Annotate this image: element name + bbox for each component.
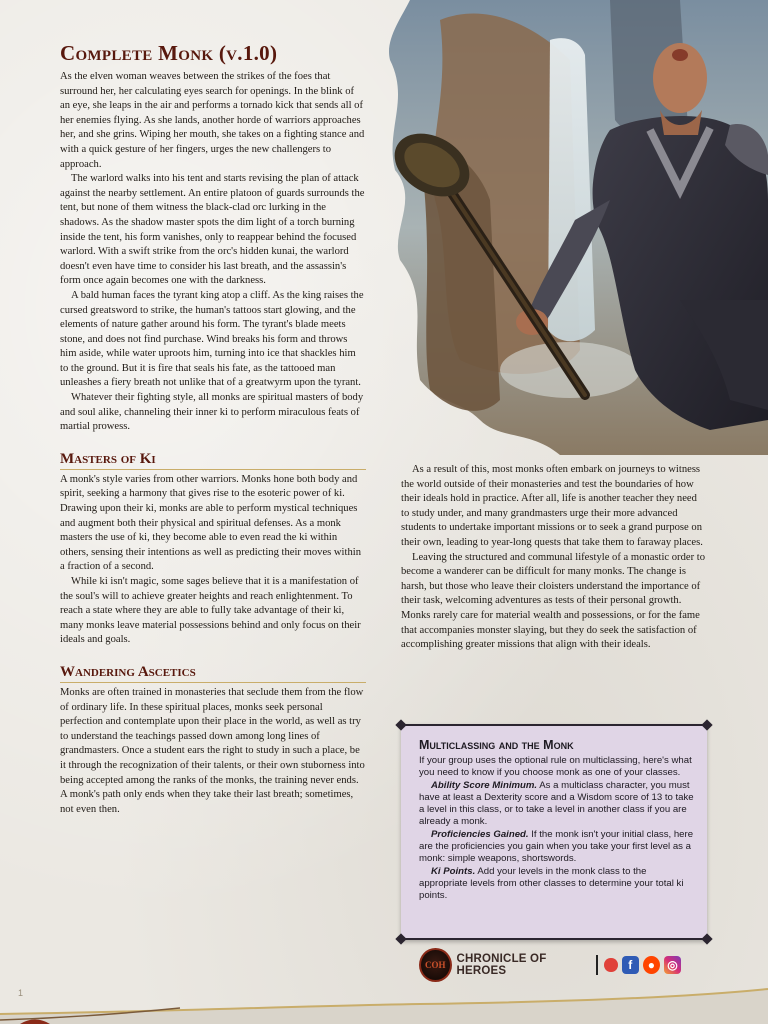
monk-illustration xyxy=(380,0,768,455)
sidebar-title: Multiclassing and the Monk xyxy=(419,738,574,752)
sidebar-intro: If your group uses the optional rule on multiclassing, here's what you need to know if you choose monk as one of your classes. xyxy=(419,755,692,779)
sidebar-proficiencies xyxy=(419,829,697,866)
right-paragraph-1: As a result of this, most monks often embark on journeys to witness the world outside of their monasteries and test the boundaries of how their ideals hold in practice. After all, life is another teacher they need to study under, and many grandmasters urge their more advanced students to undertake important missions or to seek a grand purpose on their own, leading to year-long quests that take them to faraway places. xyxy=(401,464,703,548)
patreon-icon[interactable] xyxy=(604,958,617,972)
intro-paragraph-3: A bald human faces the tyrant king atop a cliff. As the king raises the cursed greatsword to strike, the human's tattoos start glowing, and the elements of nature gather around his form. The tyrant's blade meets stone, and does not find purchase. Wind breaks his form and throws him aside, while water uproots him, turning into ice that shackles him to the ground. But it is fire that seals his fate, as the tattooed man unleashes a fiery breath not unlike that of a greatwyrm upon the tyrant. xyxy=(60,289,364,389)
proficiencies-text: If the monk isn't your initial class, here are the proficiencies you gain when you take your first level as a monk: simple weapons, shortswords. xyxy=(419,828,694,865)
right-paragraph-2: Leaving the structured and communal lifestyle of a monastic order to become a wanderer can be difficult for many monks. The change is harsh, but those who leave their cloisters understand the importance of their task, welcoming adventures as tests of their personal growth. Monks rarely care for material wealth and possessions, or for the fame that accompanies monster slaying, but they do seek the satisfaction of accomplishing greater missions that align with their ideals. xyxy=(401,551,705,651)
left-column xyxy=(60,40,366,817)
footer-branding xyxy=(419,948,681,982)
bottom-flourish xyxy=(0,984,768,1024)
chronicle-logo-icon[interactable]: COH xyxy=(419,948,452,982)
masters-of-ki-heading: Masters of Ki xyxy=(60,450,366,470)
masters-paragraph-2: While ki isn't magic, some sages believe that it is a manifestation of the soul's will to achieve greater heights and reach enlightenment. To reach a state where they are able to fully take advantage of their ki, many monks leave material possessions behind and only focus on their ideals and goals. xyxy=(60,576,361,646)
masters-paragraph-1: A monk's style varies from other warriors. Monks hone both body and spirit, seeking a harmony that gives rise to the esoteric power of ki. Drawing upon their ki, monks are able to perform mystical techniques and augment both their physical and spiritual defenses. As a monk masters the use of ki, they become able to even read the ki within others, sensing their intentions as well as predicting their moves within a fraction of a second. xyxy=(60,473,361,573)
reddit-icon[interactable]: ● xyxy=(643,956,660,974)
page-title: Complete Monk (v.1.0) xyxy=(60,41,278,65)
instagram-icon[interactable]: ◎ xyxy=(664,956,681,974)
ability-score-label: Ability Score Minimum. xyxy=(431,779,538,791)
ability-score-text: As a multiclass character, you must have at least a Dexterity score and a Wisdom score of 13 to take a level in this class, or to take a level in another class if you are already a monk. xyxy=(419,779,694,828)
facebook-icon[interactable]: f xyxy=(622,956,639,974)
intro-paragraph-2: The warlord walks into his tent and starts revising the plan of attack against the nearby settlement. An entire platoon of guards surrounds the tent, but none of them witness the black-clad orc lurking in the shadows. As the shadow master spots the dim light of a torch burning inside the tent, his form vanishes, only to reappear behind the focused warlord. With a swift strike from the orc's hidden kunai, the warlord doesn't even have time to consider his last breath, and the assassin's form once again becomes one with the darkness. xyxy=(60,173,365,287)
footer-divider xyxy=(596,955,598,975)
intro-paragraph-4: Whatever their fighting style, all monks are spiritual masters of body and soul alike, channeling their inner ki to perform miraculous feats of martial prowess. xyxy=(60,392,364,433)
ki-points-text: Add your levels in the monk class to the appropriate levels from other classes to determine your total ki points. xyxy=(419,865,684,902)
sidebar-ability-score xyxy=(419,780,697,829)
right-column xyxy=(401,463,707,653)
proficiencies-label: Proficiencies Gained. xyxy=(431,828,529,840)
wandering-ascetics-heading: Wandering Ascetics xyxy=(60,663,366,683)
sidebar-ki-points xyxy=(419,866,697,903)
brand-name: CHRONICLE OF HEROES xyxy=(456,953,547,977)
intro-paragraph-1: As the elven woman weaves between the strikes of the foes that surround her, her calculating eyes search for openings. In the blink of an eye, she leaps in the air and performs a tornado kick that sends all of her enemies flying. As she lands, another horde of warriors approaches her, and she grins. Wiping her mouth, she takes on a fighting stance and with a quick gesture of her fingers, urges the new challengers to approach. xyxy=(60,71,365,170)
wandering-paragraph-1: Monks are often trained in monasteries that seclude them from the flow of ordinary life. In these spiritual places, monks seek personal perfection and contemplate upon their place in the world, as well as try to understand the teachings passed down among long lines of grandmasters. Once a student ears the right to study in such a place, be it through the recognization of their talents, or their own stuborness into being accepted among the ranks of the monks, the training never ends. A monk's path only ends when they take their last breath; sometimes, not even then. xyxy=(60,686,365,815)
page-number: 1 xyxy=(18,988,24,998)
multiclassing-sidebar xyxy=(401,724,707,940)
ki-points-label: Ki Points. xyxy=(431,865,476,877)
